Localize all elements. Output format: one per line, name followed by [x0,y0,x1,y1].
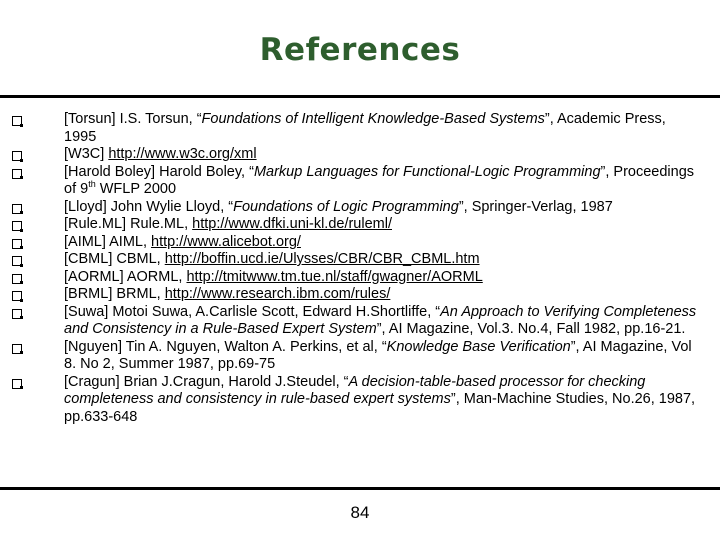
reference-text: [CBML] CBML, [64,251,165,267]
checkbox-bullet-icon [12,379,22,389]
page-number: 84 [350,503,370,522]
checkbox-bullet-icon [12,116,22,126]
reference-title: Markup Languages for Functional-Logic Programming [253,163,601,180]
reference-link[interactable]: http://boffin.ucd.ie/Ulysses/CBR/CBR_CBML.htm [164,251,480,267]
reference-text: ”, Academic Press, 1995 [64,111,666,145]
checkbox-bullet-icon [12,151,22,161]
checkbox-bullet-icon [12,239,22,249]
reference-item-aorml [0,269,720,287]
top-divider [0,95,720,98]
reference-text: WFLP 2000 [95,181,177,197]
reference-text: ”, Proceedings of 9 [64,163,695,197]
slide-title: References [259,32,461,68]
checkbox-bullet-icon [12,204,22,214]
reference-text: [Suwa] Motoi Suwa, A.Carlisle Scott, Edward H.Shortliffe, “ [64,303,441,320]
reference-list [0,111,720,426]
reference-link[interactable]: http://www.alicebot.org/ [151,233,301,250]
reference-item-boley [0,164,720,199]
reference-text: [AORML] AORML, [64,268,187,285]
reference-item-aiml [0,234,720,252]
reference-text: [Rule.ML] Rule.ML, [64,216,193,232]
reference-text: ”, AI Magazine, Vol 8. No 2, Summer 1987, pp.69-75 [64,338,692,372]
reference-link[interactable]: http://www.research.ibm.com/rules/ [164,286,391,302]
checkbox-bullet-icon [12,221,22,231]
reference-item-cbml [0,251,720,269]
reference-text: ”, Springer-Verlag, 1987 [458,198,613,215]
checkbox-bullet-icon [12,291,22,301]
reference-item-torsun [0,111,720,146]
reference-item-nguyen [0,339,720,374]
bottom-divider [0,487,720,490]
reference-text: [BRML] BRML, [64,286,165,302]
reference-item-cragun [0,374,720,427]
reference-title: Foundations of Logic Programming [233,198,459,215]
reference-title: An Approach to Verifying Completeness and Consistency in a Rule-Based Expert System [64,303,697,337]
reference-text: [Cragun] Brian J.Cragun, Harold J.Steudel, “ [64,373,349,390]
reference-text: ”, AI Magazine, Vol.3. No.4, Fall 1982, pp.16-21. [376,321,686,337]
checkbox-bullet-icon [12,274,22,284]
reference-text: [Nguyen] Tin A. Nguyen, Walton A. Perkins, et al, “ [64,338,387,355]
reference-item-brml [0,286,720,304]
reference-text: [AIML] AIML, [64,233,152,250]
reference-text: [W3C] [64,146,109,162]
reference-item-w3c [0,146,720,164]
ordinal-suffix: th [88,179,96,190]
reference-text: ”, Man-Machine Studies, No.26, 1987, pp.633-648 [64,391,696,425]
reference-title: A decision-table-based processor for checking completeness and consistency in rule-based expert systems [64,373,646,407]
checkbox-bullet-icon [12,309,22,319]
reference-item-ruleml [0,216,720,234]
reference-link[interactable]: http://www.dfki.uni-kl.de/ruleml/ [192,216,392,232]
checkbox-bullet-icon [12,256,22,266]
reference-title: Foundations of Intelligent Knowledge-Based Systems [201,111,545,127]
reference-text: [Harold Boley] Harold Boley, “ [64,163,254,180]
checkbox-bullet-icon [12,169,22,179]
reference-title: Knowledge Base Verification [386,338,571,355]
reference-item-suwa [0,304,720,339]
reference-item-lloyd [0,199,720,217]
reference-text: [Torsun] I.S. Torsun, “ [64,111,202,127]
reference-text: [Lloyd] John Wylie Lloyd, “ [64,198,234,215]
checkbox-bullet-icon [12,344,22,354]
reference-link[interactable]: http://tmitwww.tm.tue.nl/staff/gwagner/AORML [186,268,483,285]
reference-link[interactable]: http://www.w3c.org/xml [108,146,257,162]
